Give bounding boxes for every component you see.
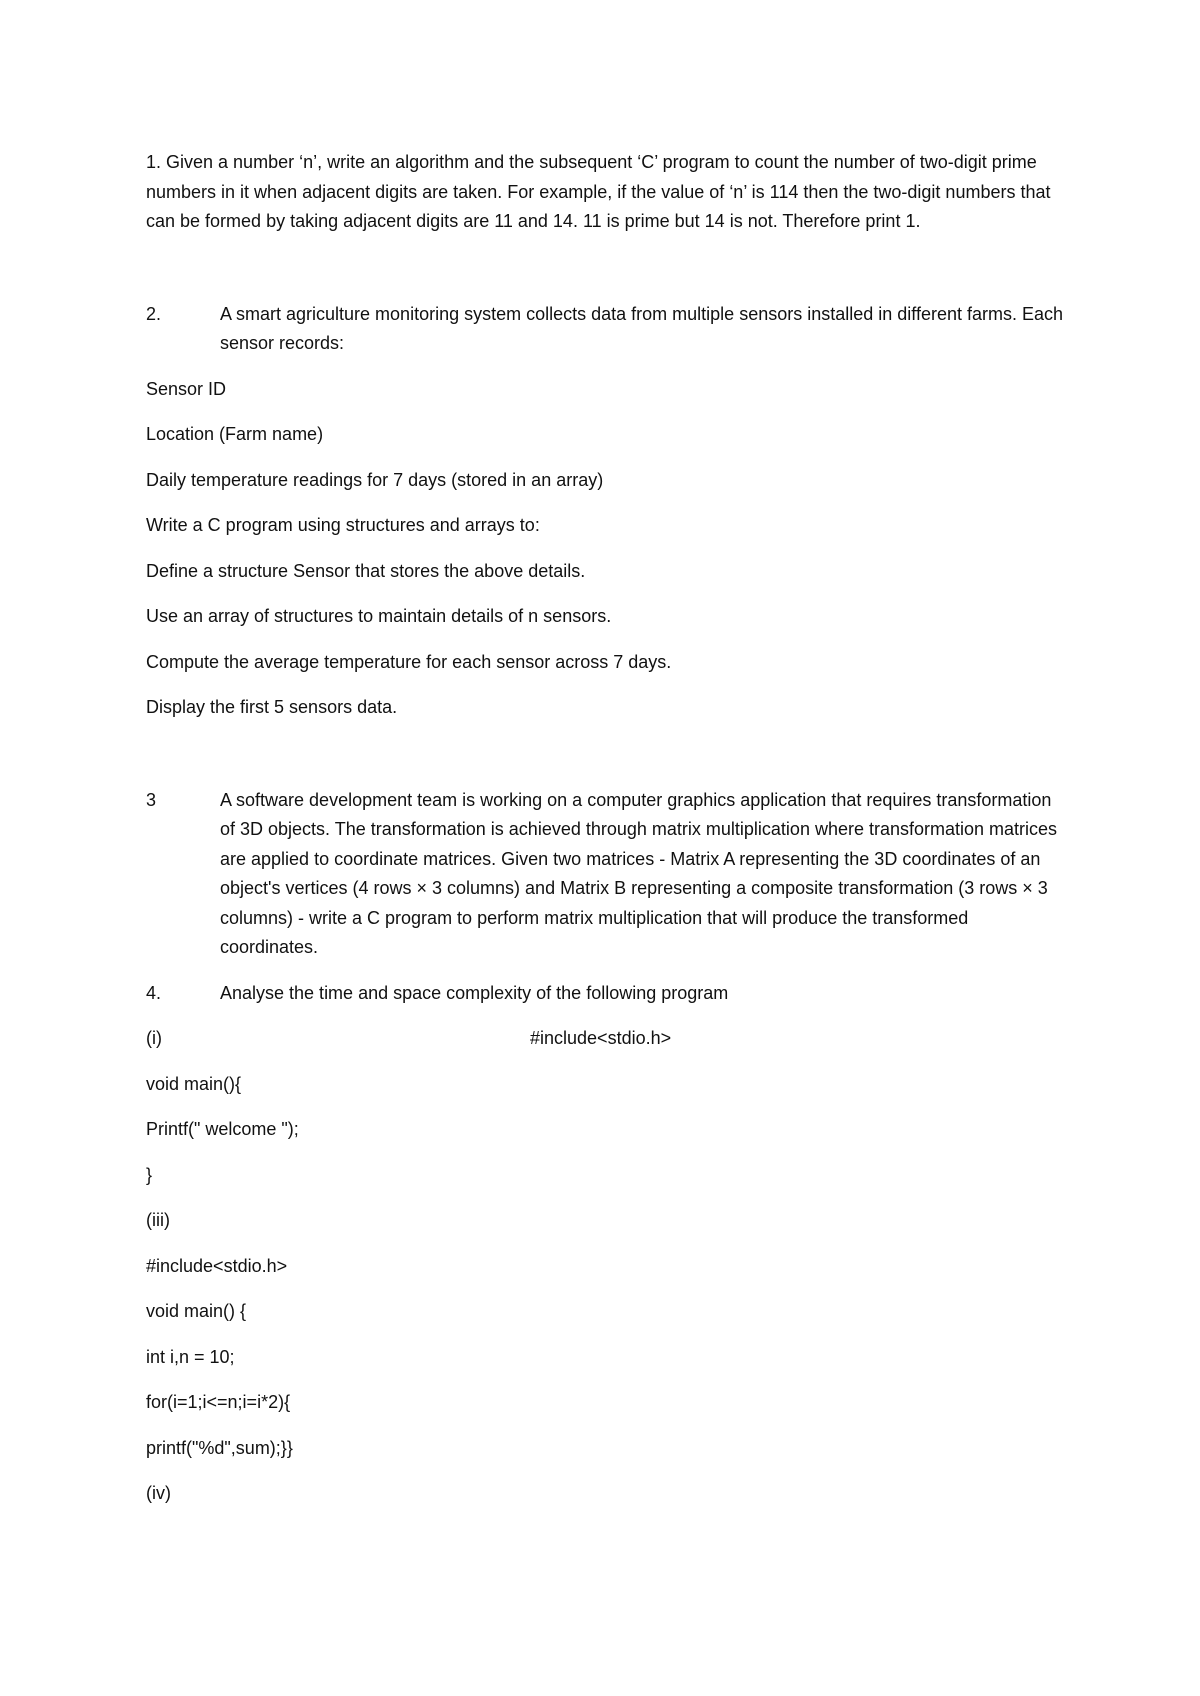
question-2-intro [146, 300, 1066, 359]
question-3-number: 3 [146, 789, 157, 810]
part-i-row [146, 1024, 1066, 1054]
question-2-line: Location (Farm name) [146, 424, 324, 444]
question-2-line: Write a C program using structures and arrays to: [146, 515, 540, 535]
question-2-line: Sensor ID [146, 378, 227, 399]
question-3-text: A software development team is working on a computer graphics application that requires transformation of 3D objects. The transformation is achieved through matrix multiplication where transformation matrices are applied to coordinate matrices. Given two matrices - Matrix A representing the 3D coordinates of an object's vertices (4 rows × 3 columns) and Matrix B representing a composite transformation (3 rows × 3 columns) - write a C program to perform matrix multiplication that will produce the transformed coordinates. [220, 789, 1058, 957]
question-4-text: Analyse the time and space complexity of the following program [220, 982, 729, 1003]
question-2-line: Use an array of structures to maintain details of n sensors. [146, 606, 612, 626]
question-3 [146, 786, 1066, 963]
code-line: int i,n = 10; [146, 1346, 235, 1367]
code-line: void main() { [146, 1301, 247, 1321]
code-line: void main(){ [146, 1073, 242, 1094]
code-line: Printf(" welcome "); [146, 1119, 299, 1139]
question-2-line: Display the first 5 sensors data. [146, 697, 398, 717]
code-line: #include<stdio.h> [146, 1255, 288, 1276]
question-2-text: A smart agriculture monitoring system collects data from multiple sensors installed in different farms. Each sensor records: [220, 303, 1064, 353]
question-2-line: Daily temperature readings for 7 days (stored in an array) [146, 469, 604, 490]
question-4-number: 4. [146, 982, 162, 1003]
code-line: for(i=1;i<=n;i=i*2){ [146, 1392, 291, 1412]
part-i-label: (i) [146, 1028, 162, 1048]
part-iv-label: (iv) [146, 1483, 171, 1503]
code-line: } [146, 1164, 153, 1185]
document-content [146, 148, 1066, 1525]
question-2-number: 2. [146, 303, 162, 324]
code-line: printf("%d",sum);}} [146, 1437, 293, 1458]
part-iii-label: (iii) [146, 1210, 170, 1230]
question-2-line: Define a structure Sensor that stores the above details. [146, 560, 586, 581]
question-2-line: Compute the average temperature for each sensor across 7 days. [146, 651, 672, 672]
part-i-include: #include<stdio.h> [530, 1028, 672, 1048]
question-1: 1. Given a number ‘n’, write an algorithm and the subsequent ‘C’ program to count the number of two-digit prime numbers in it when adjacent digits are taken. For example, if the value of ‘n’ is 114 then the two-digit numbers that can be formed by taking adjacent digits are 11 and 14. 11 is prime but 14 is not. Therefore print 1. [146, 152, 1051, 231]
question-4 [146, 979, 1066, 1009]
